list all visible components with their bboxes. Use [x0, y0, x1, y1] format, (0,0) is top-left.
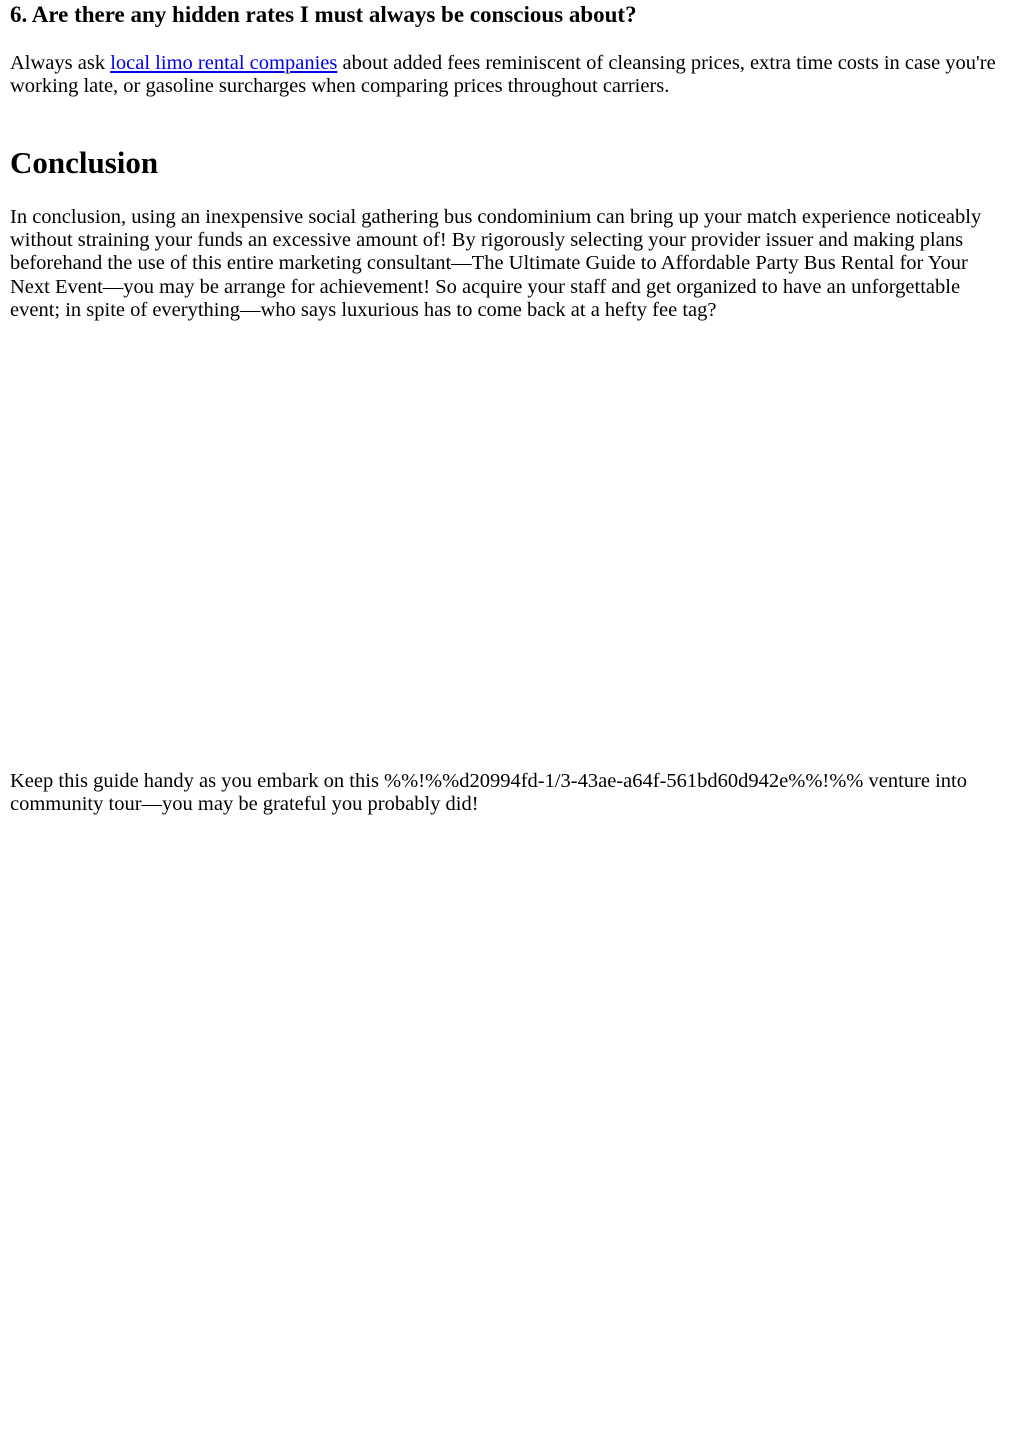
conclusion-line: beforehand the use of this entire marketing consultant—The Ultimate Guide to Affordable Party Bus Rental for Your [10, 252, 968, 275]
local-limo-rental-link[interactable]: local limo rental companies [110, 52, 338, 74]
faq-answer-text-before-link: Always ask [10, 52, 111, 74]
conclusion-heading: Conclusion [10, 145, 159, 180]
faq-answer-line-1 [10, 52, 1014, 75]
closing-line: Keep this guide handy as you embark on this %%!%%d20994fd-1/3-43ae-a64f-561bd60d942e%%!%% venture into [10, 770, 967, 792]
faq-answer-text-after-link: about added fees reminiscent of cleansing prices, extra time costs in case you're [337, 52, 996, 74]
conclusion-line: In conclusion, using an inexpensive social gathering bus condominium can bring up your match experience noticeably [10, 206, 982, 228]
closing-line: community tour—you may be grateful you probably did! [10, 793, 479, 816]
conclusion-line: without straining your funds an excessive amount of! By rigorously selecting your provider issuer and making plans [10, 229, 964, 252]
conclusion-line: Next Event—you may be arrange for achievement! So acquire your staff and get organized to have an unforgettable [10, 275, 961, 298]
closing-paragraph [10, 770, 1014, 816]
conclusion-paragraph [10, 206, 1014, 322]
faq-answer-line-2: working late, or gasoline surcharges when comparing prices throughout carriers. [10, 75, 670, 98]
faq-answer-paragraph [10, 52, 1014, 98]
faq-question-heading: 6. Are there any hidden rates I must always be conscious about? [10, 2, 637, 27]
conclusion-line: event; in spite of everything—who says luxurious has to come back at a hefty fee tag? [10, 298, 717, 321]
